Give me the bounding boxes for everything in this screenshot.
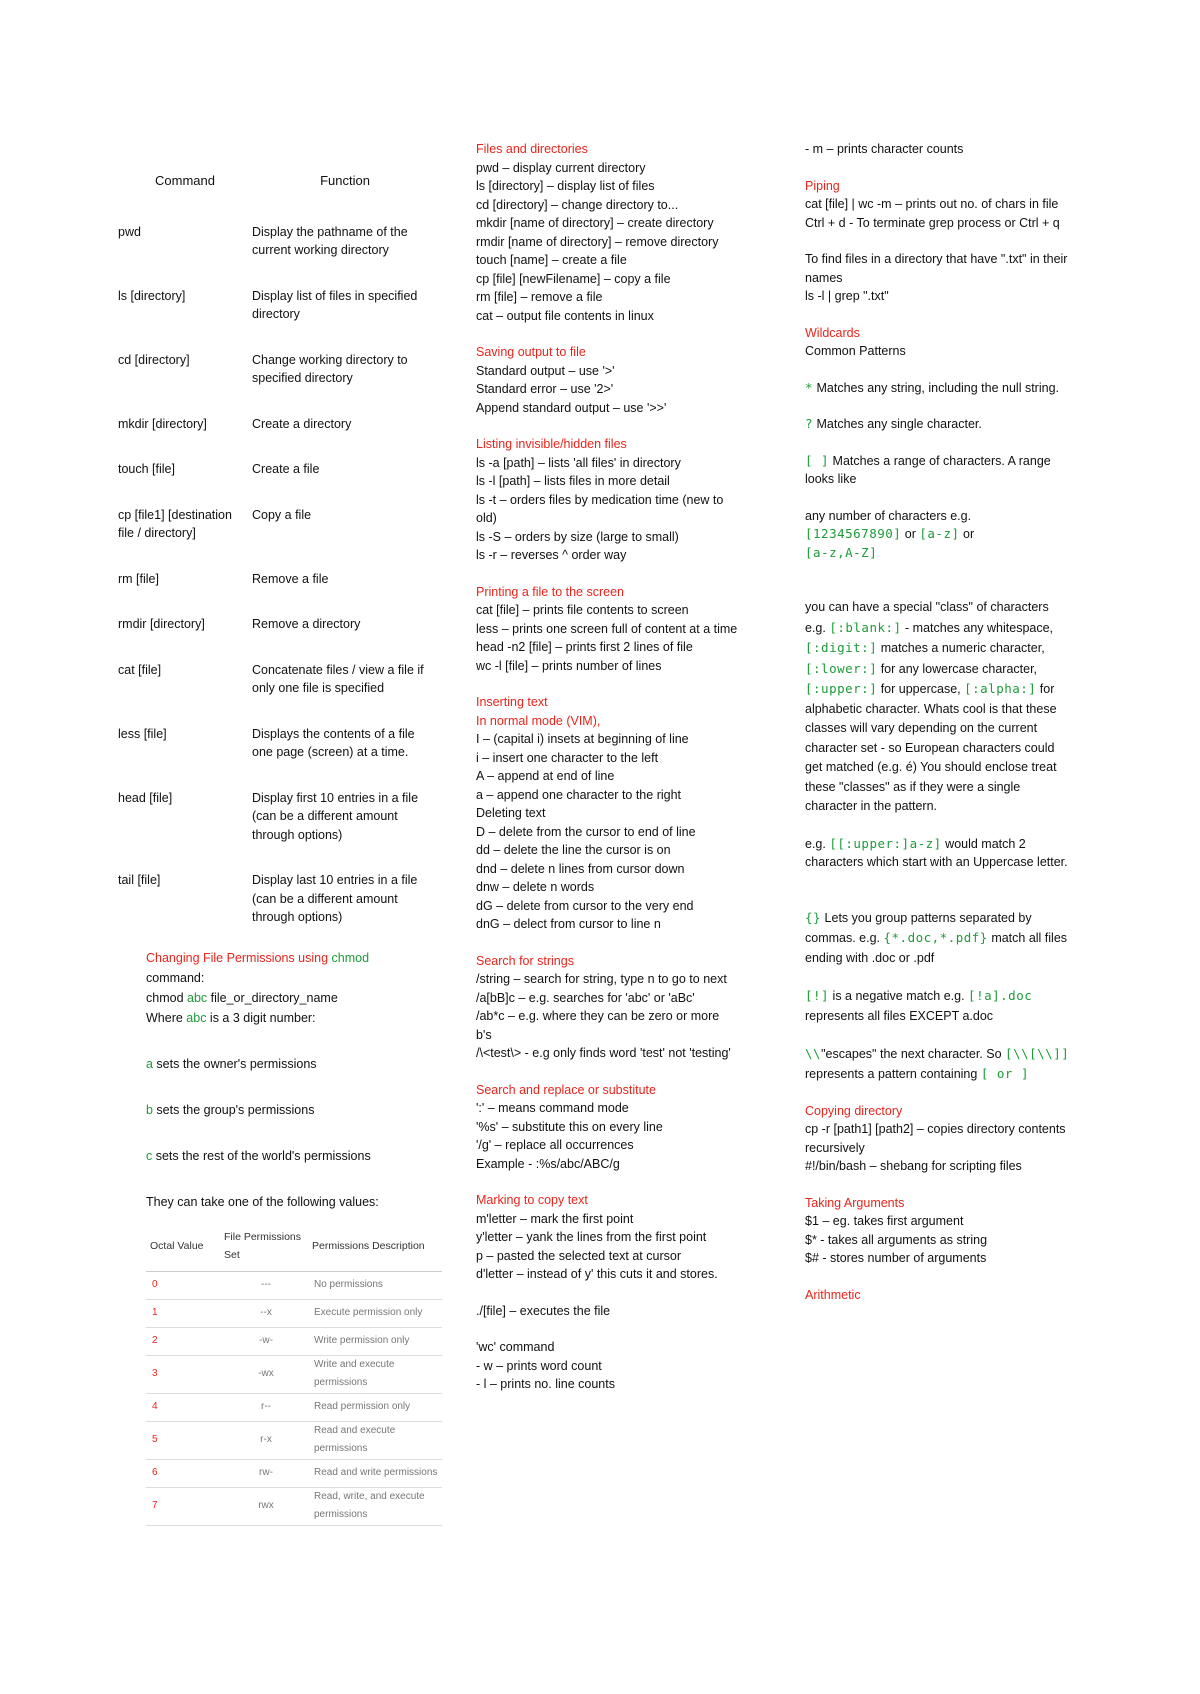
section-line: dnG – delect from cursor to line n (476, 917, 661, 931)
middle-column (476, 140, 738, 1394)
octal-row (146, 1299, 442, 1327)
section-heading: Marking to copy text (476, 1193, 588, 1207)
world-permission-line: c sets the rest of the world's permissions (146, 1148, 371, 1163)
find-line: To find files in a directory that have ".txt" in their names (805, 252, 1068, 285)
function-cell: Create a directory (252, 416, 352, 431)
section-line: /ab*c – e.g. where they can be zero or more b's (476, 1009, 720, 1042)
section-line: pwd – display current directory (476, 160, 646, 175)
section-line: A – append at end of line (476, 769, 615, 783)
octal-row (146, 1421, 442, 1459)
find-line: ls -l | grep ".txt" (805, 289, 889, 303)
section (476, 1191, 738, 1284)
section (476, 343, 738, 417)
section-line: ls -l [path] – lists files in more detail (476, 474, 670, 488)
exec-line: ./[file] – executes the file (476, 1303, 611, 1318)
arithmetic-heading: Arithmetic (805, 1287, 861, 1302)
section-line: touch [name] – create a file (476, 253, 627, 267)
wc-title: 'wc' command (476, 1340, 555, 1354)
section-line: ls [directory] – display list of files (476, 179, 655, 193)
table-row (118, 789, 438, 872)
argument-line: $1 – eg. takes first argument (805, 1214, 964, 1228)
section-subheading: In normal mode (VIM), (476, 713, 601, 728)
permission-description-cell: Write permission only (308, 1327, 442, 1355)
function-cell: Copy a file (252, 507, 312, 522)
section-line: Example - :%s/abc/ABC/g (476, 1156, 620, 1171)
permset-header: File Permissions Set (220, 1224, 308, 1272)
piping-heading: Piping (805, 178, 840, 193)
section-line: y'letter – yank the lines from the first point (476, 1230, 707, 1244)
table-row (118, 460, 438, 506)
section-line: ls -a [path] – lists 'all files' in directory (476, 455, 681, 470)
octal-row (146, 1355, 442, 1393)
copying-heading: Copying directory (805, 1103, 903, 1118)
section-line: dnd – delete n lines from cursor down (476, 861, 685, 876)
section-line: Deleting text (476, 806, 546, 820)
section-line: m'letter – mark the first point (476, 1211, 634, 1226)
function-cell: Displays the contents of a file one page (screen) at a time. (252, 726, 415, 759)
section-line: /a[bB]c – e.g. searches for 'abc' or 'aBc' (476, 990, 695, 1005)
octal-value-cell: 1 (146, 1299, 220, 1327)
section-heading: Search for strings (476, 953, 574, 968)
section-heading: Files and directories (476, 142, 588, 156)
octal-value-cell: 3 (146, 1355, 220, 1393)
permission-set-cell: --x (220, 1299, 308, 1327)
section-heading: Saving output to file (476, 345, 586, 359)
octal-value-cell: 6 (146, 1459, 220, 1487)
permissions-section: Changing File Permissions using chmod command: chmod abc file_or_directory_name Where abc is a 3 digit number: a sets the owner's permissions b sets the group's permissions c sets the rest of the world's permissions They can take one of the following values: Octal Value File Permissions Set Permissions Description 0 --- No permissions 1 --x Execute permission only 2 -w- Write permission only 3 -wx Write and execute permissions 4 r-- Read permission only 5 r-x Read and execute permissions 6 rw- Read and write permissions 7 rwx Read, write, and execute permissions (118, 948, 446, 1526)
permission-description-cell: Execute permission only (308, 1299, 442, 1327)
permission-set-cell: -w- (220, 1327, 308, 1355)
section-line: ls -t – orders files by medication time (new to old) (476, 492, 724, 525)
section-line: dnw – delete n words (476, 880, 595, 894)
permission-description-cell: Read, write, and execute permissions (308, 1487, 442, 1525)
wc-line: - w – prints word count (476, 1358, 602, 1373)
wc-line: - l – prints no. line counts (476, 1377, 615, 1391)
command-cell: mkdir [directory] (118, 416, 207, 431)
section-line: rmdir [name of directory] – remove directory (476, 234, 719, 249)
octal-value-cell: 5 (146, 1421, 220, 1459)
common-patterns: Common Patterns (805, 344, 906, 358)
section-line: ls -r – reverses ^ order way (476, 548, 627, 562)
section-line: cp [file] [newFilename] – copy a file (476, 271, 671, 286)
permission-set-cell: -wx (220, 1355, 308, 1393)
group-permission-line: b sets the group's permissions (146, 1102, 315, 1117)
argument-line: $* - takes all arguments as string (805, 1232, 988, 1247)
permissions-heading: Changing File Permissions (146, 950, 295, 965)
permission-set-cell: --- (220, 1271, 308, 1299)
section-line: a – append one character to the right (476, 787, 682, 802)
table-row (118, 287, 438, 351)
section-line: mkdir [name of directory] – create directory (476, 216, 714, 230)
copy-line: #!/bin/bash – shebang for scripting files (805, 1159, 1022, 1173)
section-heading: Search and replace or substitute (476, 1082, 656, 1097)
table-row (118, 506, 438, 570)
function-cell: Display list of files in specified directory (252, 288, 418, 321)
function-cell: Remove a directory (252, 617, 361, 631)
description-header: Permissions Description (308, 1224, 442, 1272)
section-line: I – (capital i) insets at beginning of line (476, 732, 689, 746)
star-pattern: * Matches any string, including the null string. (805, 379, 1059, 395)
section-line: i – insert one character to the left (476, 750, 659, 765)
section-line: rm [file] – remove a file (476, 290, 603, 304)
class-explanation: you can have a special "class" of characters e.g. [:blank:] - matches any whitespace, [:digit:] matches a numeric character, [:lower:] for any lowercase character, [:upper:] for uppercase, [:alpha:] for alphabetic character. Whats cool is that these classes will vary depending on the current character set - so European characters could get matched (e.g. é) You should enclose treat these "classes" as if they were a single character in the pattern. (805, 600, 1057, 813)
function-header: Function (320, 173, 370, 188)
command-cell: touch [file] (118, 462, 175, 476)
command-cell: cp [file1] [destination file / directory] (118, 507, 232, 540)
function-cell: Display first 10 entries in a file (can be a different amount through options) (252, 790, 419, 842)
section-line: Standard output – use '>' (476, 363, 615, 378)
range-examples: any number of characters e.g. [1234567890] or [a-z] or [a-z,A-Z] (805, 508, 975, 560)
section-line: less – prints one screen full of content at a time (476, 621, 738, 636)
command-header: Command (155, 173, 215, 188)
chmod-syntax: chmod abc file_or_directory_name (146, 990, 338, 1005)
section (476, 583, 738, 676)
upper-az-example: e.g. [[:upper:]a-z] would match 2 characters which start with an Uppercase letter. (805, 835, 1068, 869)
command-cell: less [file] (118, 726, 167, 741)
command-cell: rmdir [directory] (118, 617, 205, 631)
command-cell: cat [file] (118, 662, 162, 677)
octal-value-cell: 0 (146, 1271, 220, 1299)
brace-pattern: {} Lets you group patterns separated by commas. e.g. {*.doc,*.pdf} match all files ending with .doc or .pdf (805, 909, 1068, 965)
section-line: dG – delete from cursor to the very end (476, 898, 694, 913)
left-column (118, 172, 438, 1526)
section-line: d'letter – instead of y' this cuts it and stores. (476, 1267, 718, 1281)
piping-line: Ctrl + d - To terminate grep process or Ctrl + q (805, 215, 1060, 230)
section-line: cd [directory] – change directory to... (476, 197, 679, 212)
function-cell: Create a file (252, 462, 320, 476)
values-text: They can take one of the following values: (146, 1194, 379, 1209)
section-line: /string – search for string, type n to go to next (476, 972, 727, 986)
command-label: command: (146, 970, 205, 985)
where-line: Where abc is a 3 digit number: (146, 1010, 316, 1025)
function-cell: Change working directory to specified directory (252, 352, 408, 385)
table-row (118, 570, 438, 616)
table-row (118, 615, 438, 661)
section (476, 1081, 738, 1174)
function-cell: Display the pathname of the current working directory (252, 224, 408, 257)
section-line: Standard error – use '2>' (476, 382, 614, 396)
command-cell: ls [directory] (118, 288, 186, 303)
section-heading: Listing invisible/hidden files (476, 437, 627, 451)
command-cell: rm [file] (118, 571, 159, 586)
section (476, 693, 738, 934)
section-line: Append standard output – use '>>' (476, 400, 667, 415)
permission-description-cell: Write and execute permissions (308, 1355, 442, 1393)
right-column (805, 140, 1073, 1304)
octal-value-cell: 7 (146, 1487, 220, 1525)
section-line: D – delete from the cursor to end of line (476, 824, 696, 839)
octal-header: Octal Value (146, 1224, 220, 1272)
octal-row (146, 1487, 442, 1525)
permission-description-cell: Read and write permissions (308, 1459, 442, 1487)
section-heading: Printing a file to the screen (476, 584, 624, 599)
section-line: ls -S – orders by size (large to small) (476, 529, 679, 544)
permission-set-cell: rwx (220, 1487, 308, 1525)
permission-set-cell: rw- (220, 1459, 308, 1487)
section-line: ':' – means command mode (476, 1101, 629, 1115)
section (476, 140, 738, 325)
escape-pattern: \\"escapes" the next character. So [\\[\\]] represents a pattern containing [ or ] (805, 1045, 1070, 1081)
command-table (118, 172, 438, 954)
table-row (118, 223, 438, 287)
section-heading: Inserting text (476, 695, 548, 709)
octal-value-cell: 2 (146, 1327, 220, 1355)
section-line: '/g' – replace all occurrences (476, 1138, 634, 1152)
section-line: wc -l [file] – prints number of lines (476, 658, 662, 673)
section-line: p – pasted the selected text at cursor (476, 1248, 681, 1263)
octal-row (146, 1459, 442, 1487)
command-cell: cd [directory] (118, 352, 190, 367)
section-line: cat [file] – prints file contents to screen (476, 603, 689, 617)
function-cell: Concatenate files / view a file if only one file is specified (252, 662, 424, 695)
permission-description-cell: No permissions (308, 1271, 442, 1299)
section-line: /\<test\> - e.g only finds word 'test' not 'testing' (476, 1046, 731, 1060)
table-row (118, 661, 438, 725)
command-cell: pwd (118, 224, 141, 239)
command-cell: head [file] (118, 790, 173, 805)
permission-description-cell: Read permission only (308, 1393, 442, 1421)
piping-line: cat [file] | wc -m – prints out no. of chars in file (805, 197, 1059, 211)
section (476, 952, 738, 1063)
negative-pattern: [!] is a negative match e.g. [!a].doc represents all files EXCEPT a.doc (805, 987, 1033, 1023)
wc-m-line: - m – prints character counts (805, 142, 964, 156)
permission-description-cell: Read and execute permissions (308, 1421, 442, 1459)
function-cell: Display last 10 entries in a file (can be a different amount through options) (252, 873, 418, 924)
section-line: dd – delete the line the cursor is on (476, 843, 671, 857)
section-line: cat – output file contents in linux (476, 308, 654, 323)
permission-set-cell: r-- (220, 1393, 308, 1421)
permission-set-cell: r-x (220, 1421, 308, 1459)
table-row (118, 725, 438, 789)
section-line: head -n2 [file] – prints first 2 lines of file (476, 640, 693, 654)
table-row (118, 871, 438, 954)
octal-table (146, 1224, 442, 1526)
table-row (118, 351, 438, 415)
section-line: '%s' – substitute this on every line (476, 1119, 663, 1134)
section (476, 435, 738, 565)
octal-value-cell: 4 (146, 1393, 220, 1421)
table-row (118, 415, 438, 461)
chmod-keyword: chmod (331, 950, 370, 965)
argument-line: $# - stores number of arguments (805, 1251, 987, 1265)
owner-permission-line: a sets the owner's permissions (146, 1056, 317, 1071)
octal-row (146, 1327, 442, 1355)
command-cell: tail [file] (118, 873, 161, 887)
wildcards-heading: Wildcards (805, 325, 860, 340)
function-cell: Remove a file (252, 571, 329, 586)
copy-line: cp -r [path1] [path2] – copies directory contents recursively (805, 1122, 1066, 1155)
octal-row (146, 1271, 442, 1299)
bracket-pattern: [ ] Matches a range of characters. A range looks like (805, 452, 1051, 486)
question-pattern: ? Matches any single character. (805, 416, 982, 431)
arguments-heading: Taking Arguments (805, 1195, 905, 1210)
octal-row (146, 1393, 442, 1421)
